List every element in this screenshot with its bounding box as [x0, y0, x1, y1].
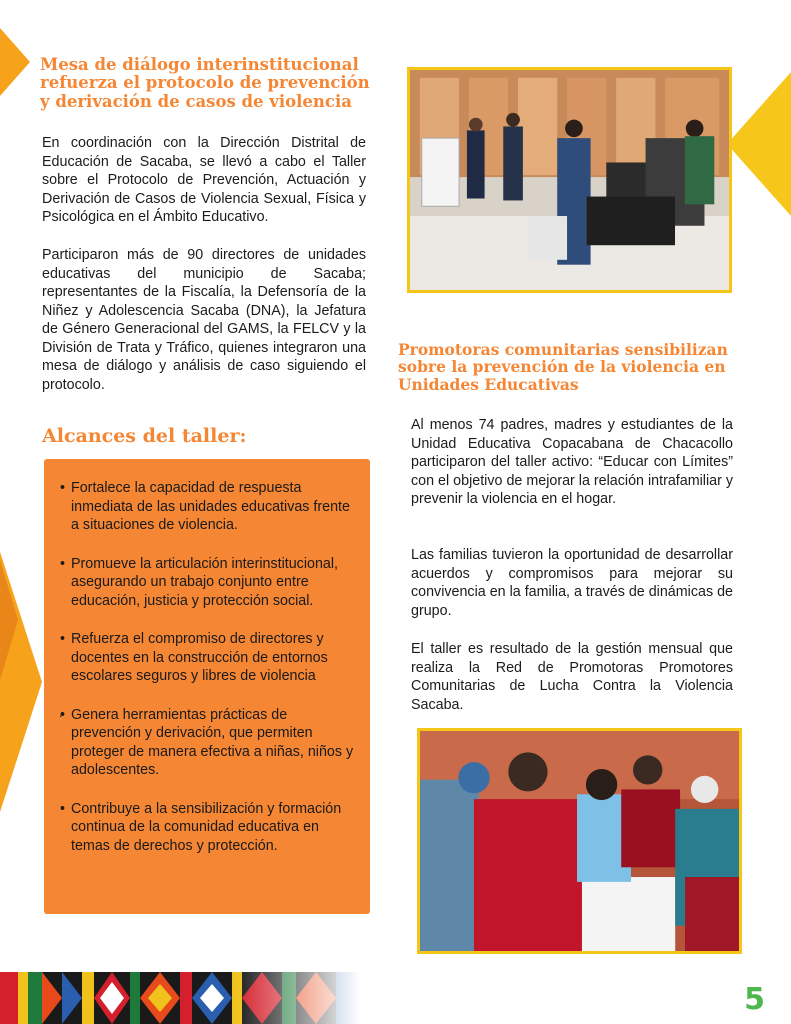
scope-title: Alcances del taller:	[42, 425, 247, 447]
scope-item: • Fortalece la capacidad de respuesta inmediata de las unidades educativas frente a situaciones de violencia.	[60, 479, 356, 535]
scope-item: • Genera herramientas prácticas de prevención y derivación, que permiten proteger de manera efectiva a niñas, niños y adolescentes.	[60, 706, 356, 780]
decorative-triangle-right	[727, 72, 791, 216]
article2-paragraph2: Las familias tuvieron la oportunidad de desarrollar acuerdos y compromisos para mejorar su convivencia en la familia, a través de dinámicas de grupo.	[411, 547, 733, 619]
page-number: 5	[744, 982, 765, 1017]
article2-paragraph3: El taller es resultado de la gestión mensual que realiza la Red de Promotoras Promotores Comunitarias de Lucha Contra la Violencia Sacaba.	[411, 641, 733, 713]
decorative-triangle-left-mid-dark	[0, 560, 18, 680]
scope-item: • Refuerza el compromiso de directores y docentes en la construcción de entornos escolares seguros y libres de violencia	[60, 630, 356, 686]
families-activity-photo	[417, 728, 742, 954]
textile-pattern-band	[0, 972, 360, 1024]
scope-panel	[44, 459, 370, 914]
article1-paragraph2: Participaron más de 90 directores de unidades educativas del municipio de Sacaba; representantes de la Fiscalía, la Defensoría de la Niñez y Adolescencia Sacaba (DNA), la Jefatura de Género Generacional del GAMS, la FELCV y la División de Trata y Tráfico, quienes integraron una mesa de diálogo y análisis de caso siguiendo el protocolo.	[42, 247, 366, 393]
scope-item: • Promueve la articulación interinstitucional, asegurando un trabajo conjunto entre educación, justicia y protección social.	[60, 555, 356, 611]
stray-mark: .	[59, 706, 63, 720]
article2-paragraph1: Al menos 74 padres, madres y estudiantes de la Unidad Educativa Copacabana de Chacacollo participaron del taller activo: “Educar con Límites” con el objetivo de mejorar la relación intrafamiliar y prevenir la violencia en el hogar.	[411, 417, 733, 507]
article2-title: Promotoras comunitarias sensibilizan sobre la prevención de la violencia en Unidades Educativas	[398, 340, 728, 394]
scope-item: • Contribuye a la sensibilización y formación continua de la comunidad educativa en temas de derechos y protección.	[60, 800, 356, 856]
article1-paragraph1: En coordinación con la Dirección Distrital de Educación de Sacaba, se llevó a cabo el Taller sobre el Protocolo de Prevención, Actuación y Derivación de Casos de Violencia Sexual, Física y Psicológica en el Ámbito Educativo.	[42, 135, 366, 225]
workshop-photo	[407, 67, 732, 293]
scope-list	[60, 479, 356, 875]
decorative-triangle-left-top	[0, 28, 30, 96]
article1-title: Mesa de diálogo interinstitucional refuerza el protocolo de prevención y derivación de casos de violencia	[40, 55, 370, 111]
